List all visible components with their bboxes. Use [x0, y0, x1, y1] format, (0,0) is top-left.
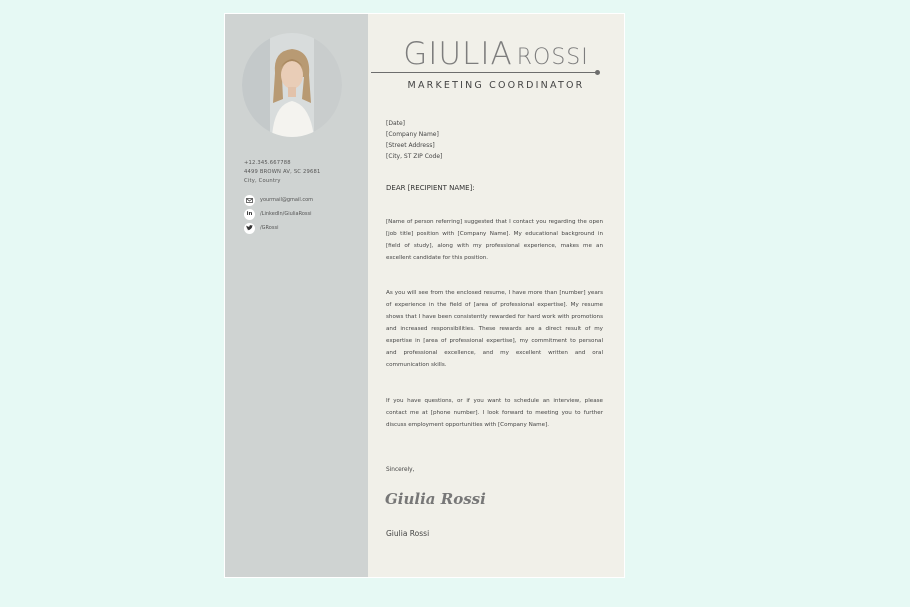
header-divider — [371, 72, 597, 73]
contact-info — [244, 159, 362, 186]
letter-paragraph: [Name of person referring] suggested that I contact you regarding the open [job title] position with [Company Name]. My educational background in [field of study], along with my professional experience, makes me an excellent candidate for this position. — [386, 219, 603, 261]
linkedin-icon: in — [244, 209, 255, 220]
profile-photo — [242, 33, 342, 137]
header-divider-dot — [595, 70, 600, 75]
last-name: ROSSI — [516, 45, 589, 70]
address-line: [City, ST ZIP Code] — [386, 153, 443, 160]
address-line: [Street Address] — [386, 142, 435, 149]
address-line: [Date] — [386, 120, 406, 127]
social-twitter[interactable] — [244, 222, 364, 234]
signature: Giulia Rossi — [385, 490, 486, 508]
cover-letter-page — [225, 14, 624, 577]
phone-number: +12.345.667788 — [244, 160, 291, 166]
first-name: GIULIA — [403, 36, 513, 72]
linkedin-label: /LinkedIn/GiuliaRossi — [260, 211, 312, 217]
letter-paragraph: If you have questions, or if you want to schedule an interview, please contact me at [phone number]. I look forward to meeting you to further discuss employment opportunities with [Company Name]. — [386, 398, 603, 428]
salutation: DEAR [RECIPIENT NAME]: — [386, 184, 475, 192]
social-email[interactable] — [244, 194, 364, 206]
city-country: City, Country — [244, 178, 281, 184]
applicant-name — [368, 36, 624, 72]
letter-paragraph: As you will see from the enclosed resume, I have more than [number] years of experience in the field of [area of professional expertise]. My resume shows that I have been consistently rewarded for hard work with promotions and increased responsibilities. These rewards are a direct result of my expertise in [area of professional expertise], my commitment to personal and professional excellence, and my excellent written and oral communication skills. — [386, 290, 603, 368]
social-linkedin[interactable] — [244, 208, 364, 220]
twitter-icon — [244, 223, 255, 234]
email-icon — [244, 195, 255, 206]
recipient-address — [386, 118, 603, 162]
twitter-label: /GRossi — [260, 225, 279, 231]
address-line: [Company Name] — [386, 131, 439, 138]
sidebar — [225, 14, 368, 577]
closing: Sincerely, — [386, 467, 415, 473]
email-label: yourmail@gmail.com — [260, 197, 314, 203]
job-title: MARKETING COORDINATOR — [407, 80, 585, 91]
street-address: 4499 BROWN AV, SC 29681 — [244, 169, 321, 175]
printed-name: Giulia Rossi — [386, 529, 430, 538]
